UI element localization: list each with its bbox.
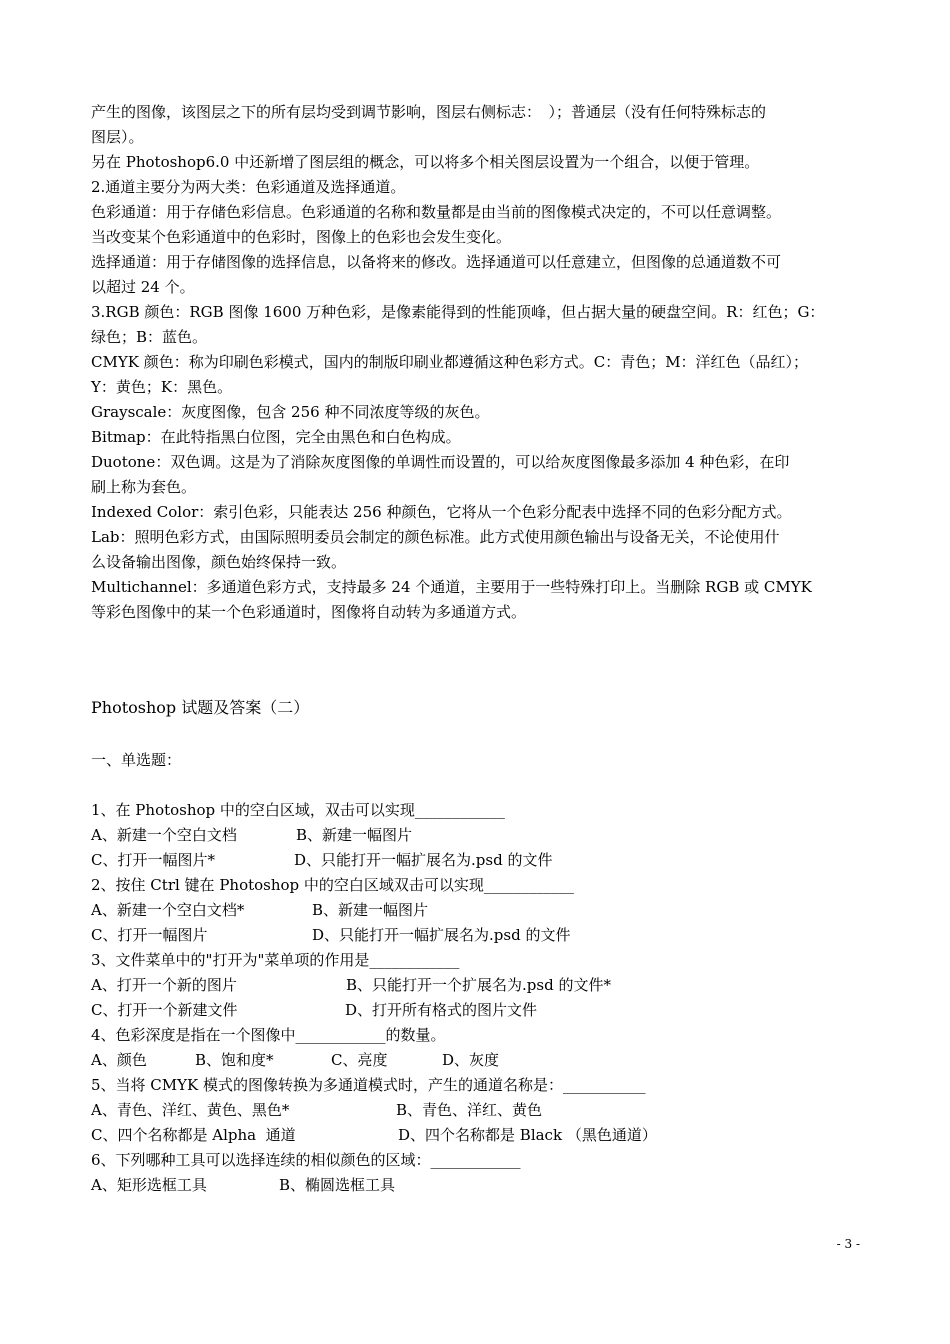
option-b: B、青色、洋红、黄色 <box>396 1101 543 1119</box>
option-a: A、矩形选框工具 <box>91 1176 207 1194</box>
upper-text-block <box>91 100 866 625</box>
option-a: A、青色、洋红、黄色、黑色* <box>91 1101 290 1119</box>
option-row <box>91 998 866 1023</box>
option-row <box>91 898 866 923</box>
option-b: B、新建一幅图片 <box>312 901 429 919</box>
option-a: A、打开一个新的图片 <box>91 976 237 994</box>
option-row <box>91 1098 866 1123</box>
option-b: B、只能打开一个扩展名为.psd 的文件* <box>346 976 611 994</box>
text-line: Indexed Color：索引色彩，只能表达 256 种颜色，它将从一个色彩分配表中选择不同的色彩分配方式。 <box>91 503 792 521</box>
text-line: 产生的图像，该图层之下的所有层均受到调节影响，图层右侧标志： ）；普通层（没有任何特殊标志的 <box>91 103 767 121</box>
page-number: - 3 - <box>836 1237 860 1251</box>
question-text: 5、当将 CMYK 模式的图像转换为多通道模式时，产生的通道名称是：___________ <box>91 1076 646 1094</box>
text-line: 么设备输出图像，颜色始终保持一致。 <box>91 553 347 571</box>
text-line: Lab：照明色彩方式，由国际照明委员会制定的颜色标准。此方式使用颜色输出与设备无关，不论使用什 <box>91 528 780 546</box>
question-text: 1、在 Photoshop 中的空白区域，双击可以实现____________ <box>91 801 505 819</box>
option-row <box>91 823 866 848</box>
option-c: C、四个名称都是 Alpha 通道 <box>91 1126 296 1144</box>
option-c: C、打开一幅图片 <box>91 926 208 944</box>
text-line: 3.RGB 颜色：RGB 图像 1600 万种色彩，是像素能得到的性能顶峰，但占据大量的硬盘空间。R：红色；G： <box>91 303 825 321</box>
text-line: Duotone：双色调。这是为了消除灰度图像的单调性而设置的，可以给灰度图像最多添加 4 种色彩，在印 <box>91 453 790 471</box>
option-c: C、打开一个新建文件 <box>91 1001 238 1019</box>
option-d: D、四个名称都是 Black （黑色通道） <box>398 1126 657 1144</box>
option-row <box>91 923 866 948</box>
question-text: 2、按住 Ctrl 键在 Photoshop 中的空白区域双击可以实现____________ <box>91 876 574 894</box>
option-a: A、颜色 <box>91 1051 147 1069</box>
text-line: Multichannel：多通道色彩方式，支持最多 24 个通道，主要用于一些特殊打印上。当删除 RGB 或 CMYK <box>91 578 812 596</box>
option-d: D、只能打开一幅扩展名为.psd 的文件 <box>312 926 571 944</box>
option-d: D、只能打开一幅扩展名为.psd 的文件 <box>294 851 553 869</box>
section-title: Photoshop 试题及答案（二） <box>91 698 310 717</box>
option-a: A、新建一个空白文档 <box>91 826 237 844</box>
text-line: 绿色；B：蓝色。 <box>91 328 208 346</box>
text-line: 刷上称为套色。 <box>91 478 197 496</box>
question-text: 4、色彩深度是指在一个图像中____________的数量。 <box>91 1026 446 1044</box>
question-type-heading: 一、单选题： <box>91 751 182 769</box>
text-line: 2.通道主要分为两大类：色彩通道及选择通道。 <box>91 178 406 196</box>
option-b: B、椭圆选框工具 <box>279 1176 396 1194</box>
text-line: 以超过 24 个。 <box>91 278 195 296</box>
option-b: B、新建一幅图片 <box>296 826 413 844</box>
text-line: 色彩通道：用于存储色彩信息。色彩通道的名称和数量都是由当前的图像模式决定的，不可以任意调整。 <box>91 203 782 221</box>
option-d: D、打开所有格式的图片文件 <box>345 1001 538 1019</box>
option-c: C、亮度 <box>331 1051 388 1069</box>
option-row <box>91 1173 866 1198</box>
questions-block <box>91 798 866 1198</box>
text-line: 选择通道：用于存储图像的选择信息，以备将来的修改。选择通道可以任意建立，但图像的总通道数不可 <box>91 253 782 271</box>
text-line: 图层）。 <box>91 128 144 146</box>
text-line: CMYK 颜色：称为印刷色彩模式，国内的制版印刷业都遵循这种色彩方式。C：青色；M：洋红色（品红）； <box>91 353 809 371</box>
question-text: 6、下列哪种工具可以选择连续的相似颜色的区域：____________ <box>91 1151 521 1169</box>
option-c: C、打开一幅图片* <box>91 851 215 869</box>
option-b: B、饱和度* <box>195 1051 274 1069</box>
text-line: Bitmap：在此特指黑白位图，完全由黑色和白色构成。 <box>91 428 461 446</box>
text-line: 当改变某个色彩通道中的色彩时，图像上的色彩也会发生变化。 <box>91 228 512 246</box>
text-line: 等彩色图像中的某一个色彩通道时，图像将自动转为多通道方式。 <box>91 603 527 621</box>
option-row <box>91 848 866 873</box>
option-row <box>91 1048 866 1073</box>
option-a: A、新建一个空白文档* <box>91 901 245 919</box>
option-d: D、灰度 <box>442 1051 500 1069</box>
option-row <box>91 973 866 998</box>
question-text: 3、文件菜单中的"打开为"菜单项的作用是____________ <box>91 951 460 969</box>
text-line: 另在 Photoshop6.0 中还新增了图层组的概念，可以将多个相关图层设置为一个组合，以便于管理。 <box>91 153 760 171</box>
text-line: Y：黄色；K：黑色。 <box>91 378 233 396</box>
text-line: Grayscale：灰度图像，包含 256 种不同浓度等级的灰色。 <box>91 403 490 421</box>
option-row <box>91 1123 866 1148</box>
